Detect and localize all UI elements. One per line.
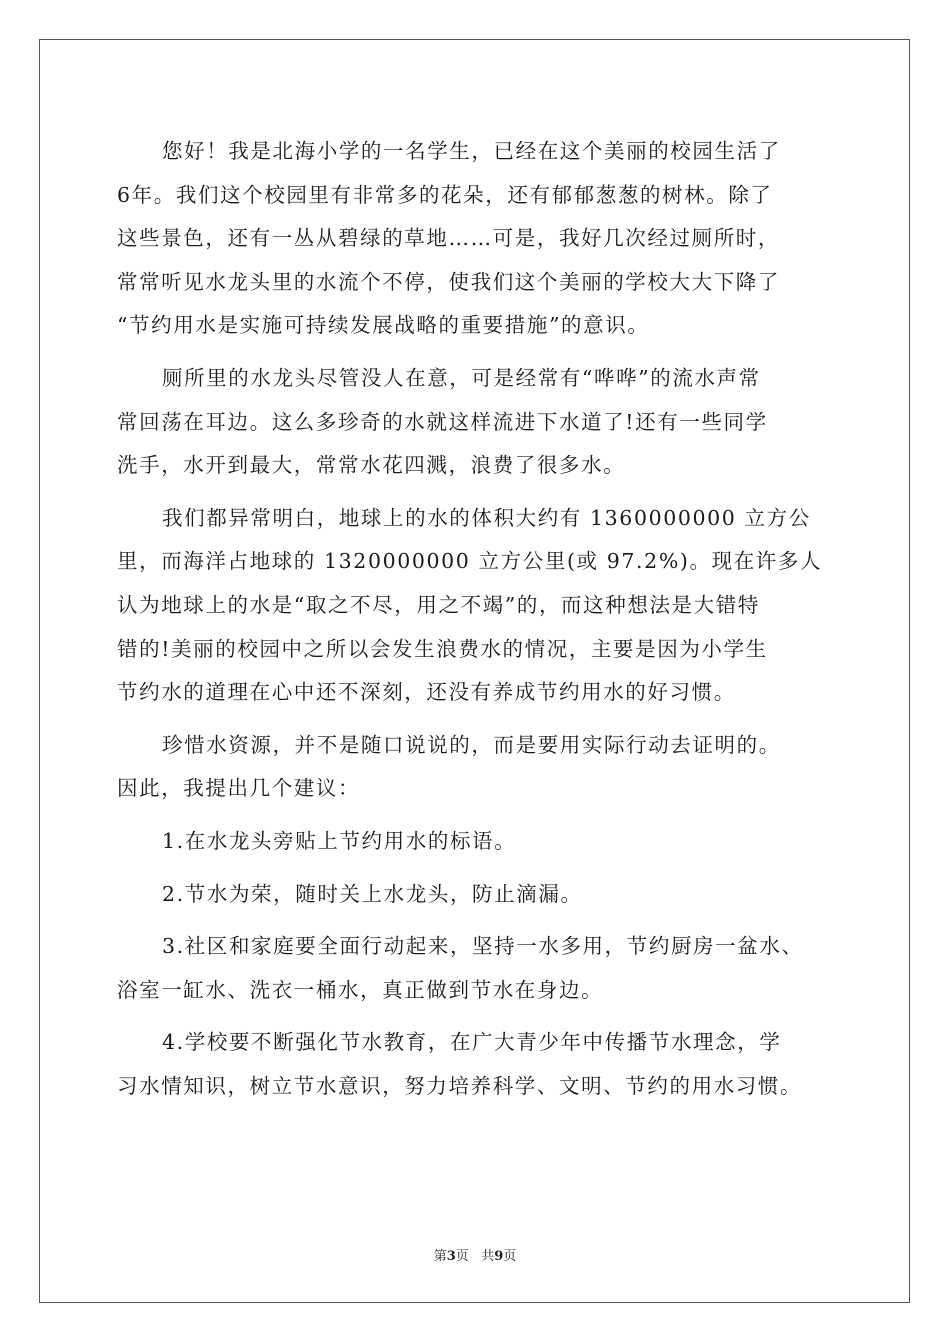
suggestion-2: 2.节水为荣，随时关上水龙头，防止滴漏。	[162, 881, 583, 906]
paragraph-1-line-3: 这些景色，还有一丛从碧绿的草地……可是，我好几次经过厕所时，	[117, 226, 780, 251]
total-suffix: 页	[503, 1249, 517, 1264]
page-suffix: 页	[455, 1249, 469, 1264]
page-number: 3	[446, 1249, 456, 1264]
page-prefix: 第	[433, 1249, 447, 1264]
suggestion-3-line-1: 3.社区和家庭要全面行动起来，坚持一水多用，节约厨房一盆水、	[162, 934, 804, 959]
total-pages: 9	[494, 1249, 504, 1264]
paragraph-2-line-2: 常回荡在耳边。这么多珍奇的水就这样流进下水道了!还有一些同学	[117, 409, 768, 434]
paragraph-4-line-2: 因此，我提出几个建议：	[117, 776, 361, 801]
paragraph-1-line-2: 6年。我们这个校园里有非常多的花朵，还有郁郁葱葱的树林。除了	[117, 182, 773, 207]
paragraph-3-line-2: 里，而海洋占地球的 1320000000 立方公里(或 97.2%)。现在许多人	[117, 549, 823, 574]
paragraph-2-line-3: 洗手，水开到最大，常常水花四溅，浪费了很多水。	[117, 453, 626, 478]
suggestion-1: 1.在水龙头旁贴上节约用水的标语。	[162, 828, 517, 853]
paragraph-1-line-5: “节约用水是实施可持续发展战略的重要措施”的意识。	[117, 313, 650, 338]
paragraph-2-line-1: 厕所里的水龙头尽管没人在意，可是经常有“哗哗”的流水声常	[162, 365, 761, 390]
document-body	[117, 130, 841, 1108]
paragraph-3-line-1: 我们都异常明白，地球上的水的体积大约有 1360000000 立方公	[162, 505, 811, 530]
paragraph-3-line-5: 节约水的道理在心中还不深刻，还没有养成节约用水的好习惯。	[117, 680, 736, 705]
suggestion-4-line-1: 4.学校要不断强化节水教育，在广大青少年中传播节水理念，学	[162, 1030, 782, 1055]
suggestion-4-line-2: 习水情知识，树立节水意识，努力培养科学、文明、节约的用水习惯。	[117, 1073, 803, 1098]
suggestion-3-line-2: 浴室一缸水、洗衣一桶水，真正做到节水在身边。	[117, 977, 604, 1002]
paragraph-1-line-4: 常常听见水龙头里的水流个不停，使我们这个美丽的学校大大下降了	[117, 269, 780, 294]
page-footer	[0, 1248, 950, 1266]
paragraph-4-line-1: 珍惜水资源，并不是随口说说的，而是要用实际行动去证明的。	[162, 732, 781, 757]
total-prefix: 共	[481, 1249, 495, 1264]
paragraph-3-line-3: 认为地球上的水是“取之不尽，用之不竭”的，而这种想法是大错特	[117, 592, 760, 617]
paragraph-1-line-1: 您好！我是北海小学的一名学生，已经在这个美丽的校园生活了	[162, 139, 781, 163]
paragraph-3-line-4: 错的!美丽的校园中之所以会发生浪费水的情况，主要是因为小学生	[117, 636, 768, 661]
